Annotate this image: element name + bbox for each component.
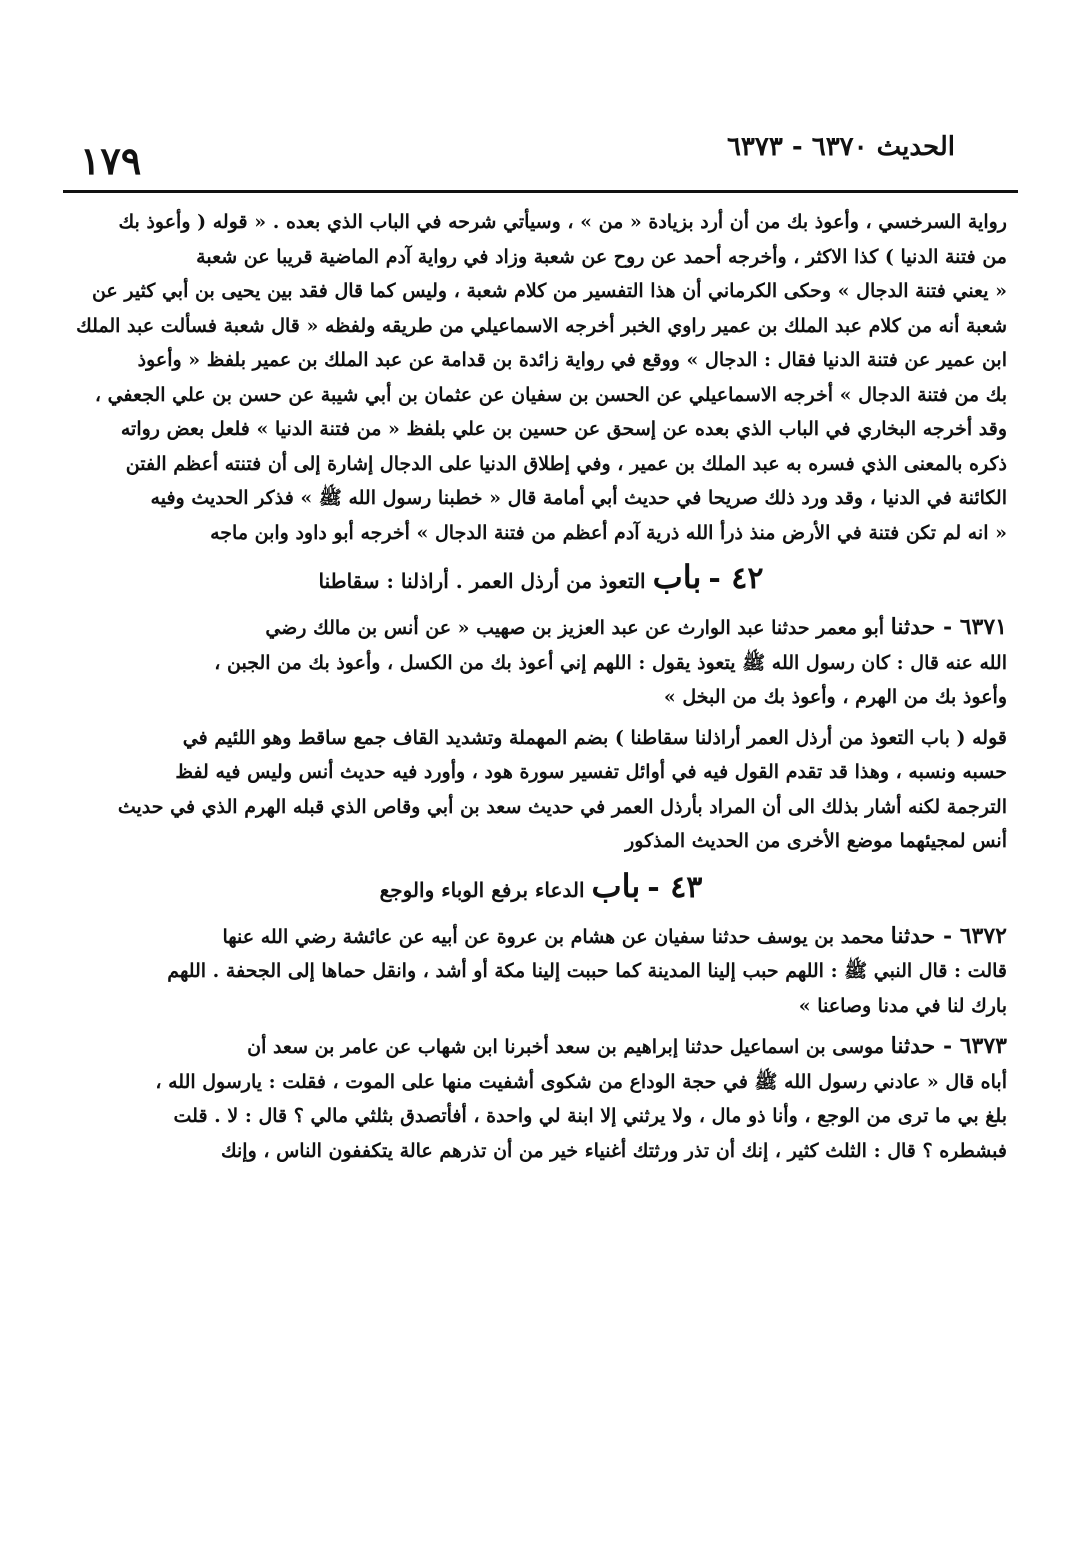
hadith-number: ٦٣٧٣ - حدثنا — [890, 1033, 1007, 1059]
commentary-line: حسبه ونسبه ، وهذا قد تقدم القول فيه في أوائل تفسير سورة هود ، وأورد فيه حديث أنس وليس فيه لفظ — [175, 761, 1007, 783]
hadith-line: وأعوذ بك من الهرم ، وأعوذ بك من البخل » — [663, 686, 1007, 708]
commentary-line: شعبة أنه من كلام عبد الملك بن عمير راوي الخبر أخرجه الاسماعيلي من طريقه ولفظه « قال شعبة فسألت عبد الملك — [76, 314, 1007, 337]
chapter-number: ٤٣ - — [647, 869, 703, 905]
hadith-line: محمد بن يوسف حدثنا سفيان عن هشام بن عروة عن أبيه عن عائشة رضي الله عنها — [222, 925, 885, 948]
chapter-heading-43 — [75, 861, 1007, 915]
commentary-line: « انه لم تكن فتنة في الأرض منذ ذرأ الله ذرية آدم أعظم من فتنة الدجال » أخرجه أبو داود وابن ماجه — [210, 521, 1007, 544]
commentary-line: ابن عمير عن فتنة الدنيا فقال : الدجال » ووقع في رواية زائدة بن قدامة عن عبد الملك بن عمير بلفظ « وأعوذ — [137, 349, 1007, 371]
page-header — [60, 120, 1025, 190]
commentary-line: قوله ( باب التعوذ من أرذل العمر أراذلنا سقاطنا ) بضم المهملة وتشديد القاف جمع ساقط وهو اللئيم في — [182, 726, 1007, 749]
hadith-line: قالت : قال النبي ﷺ : اللهم حبب إلينا المدينة كما حببت إلينا مكة أو أشد ، وانقل حماها إلى الجحفة . اللهم — [167, 960, 1007, 982]
hadith-line: أبو معمر حدثنا عبد الوارث عن عبد العزيز بن صهيب « عن أنس بن مالك رضي — [265, 617, 885, 639]
commentary-line: الكائنة في الدنيا ، وقد ورد ذلك صريحا في حديث أبي أمامة قال « خطبنا رسول الله ﷺ » فذكر الحديث وفيه — [150, 487, 1007, 509]
chapter-bab: باب — [652, 558, 702, 596]
page-body — [75, 205, 1007, 1168]
header-rule — [63, 190, 1018, 193]
commentary-block — [75, 721, 1007, 859]
hadith-6373 — [75, 1029, 1007, 1168]
commentary-line: رواية السرخسي ، وأعوذ بك من أن أرد بزيادة « من » ، وسيأتي شرحه في الباب الذي بعده . « قوله ( وأعوذ بك — [118, 211, 1007, 233]
hadith-number: ٦٣٧١ - حدثنا — [890, 614, 1007, 640]
hadith-line: بارك لنا في مدنا وصاعنا » — [798, 994, 1007, 1017]
hadith-6371 — [75, 610, 1007, 715]
hadith-line: موسى بن اسماعيل حدثنا إبراهيم بن سعد أخبرنا ابن شهاب عن عامر بن سعد أن — [247, 1036, 885, 1058]
hadith-number: ٦٣٧٢ - حدثنا — [890, 922, 1007, 949]
commentary-line: أنس لمجيئهما موضع الأخرى من الحديث المذكور — [625, 830, 1007, 852]
running-title: الحديث ٦٣٧٠ - ٦٣٧٣ — [726, 132, 955, 162]
hadith-6372 — [75, 919, 1007, 1024]
chapter-title: الدعاء برفع الوباء والوجع — [379, 877, 585, 902]
hadith-line: الله عنه قال : كان رسول الله ﷺ يتعوذ يقول : اللهم إني أعوذ بك من الكسل ، وأعوذ بك من الجبن ، — [214, 651, 1007, 674]
commentary-line: وقد أخرجه البخاري في الباب الذي بعده عن إسحق عن حسين بن علي بلفظ « من فتنة الدنيا » فلعل بعض رواته — [120, 418, 1007, 440]
commentary-line: « يعني فتنة الدجال » وحكى الكرماني أن هذا التفسير من كلام شعبة ، وليس كما قال فقد بين يحيى بن أبي كثير عن — [91, 280, 1007, 302]
commentary-block — [75, 205, 1007, 550]
hadith-line: فبشطره ؟ قال : الثلث كثير ، إنك أن تذر ورثتك أغنياء خير من أن تذرهم عالة يتكففون الناس ، وإنك — [221, 1139, 1007, 1162]
chapter-title: التعوذ من أرذل العمر . أراذلنا : سقاطنا — [318, 569, 646, 593]
commentary-line: الترجمة لكنه أشار بذلك الى أن المراد بأرذل العمر في حديث سعد بن أبي وقاص الذي قبله الهرم الذي في حديث — [117, 795, 1007, 818]
page-number: ١٧٩ — [80, 138, 142, 183]
chapter-bab: باب — [591, 866, 641, 905]
chapter-heading-42 — [75, 552, 1007, 606]
commentary-line: من فتنة الدنيا ) كذا الاكثر ، وأخرجه أحمد عن روح عن شعبة وزاد في رواية آدم الماضية قريبا عن شعبة — [196, 245, 1007, 268]
hadith-line: بلغ بي ما ترى من الوجع ، وأنا ذو مال ، ولا يرثني إلا ابنة لي واحدة ، أفأتصدق بثلثي مالي ؟ قال : لا . قلت — [173, 1105, 1007, 1127]
commentary-line: ذكره بالمعنى الذي فسره به عبد الملك بن عمير ، وفي إطلاق الدنيا على الدجال إشارة إلى أن فتنته أعظم الفتن — [125, 452, 1007, 475]
commentary-line: بك من فتنة الدجال » أخرجه الاسماعيلي عن الحسن بن سفيان عن عثمان بن أبي شيبة عن حسن بن علي الجعفي ، — [94, 383, 1007, 406]
chapter-number: ٤٢ - — [708, 561, 764, 596]
hadith-line: أباه قال « عادني رسول الله ﷺ في حجة الوداع من شكوى أشفيت منها على الموت ، فقلت : يارسول الله ، — [155, 1070, 1007, 1093]
